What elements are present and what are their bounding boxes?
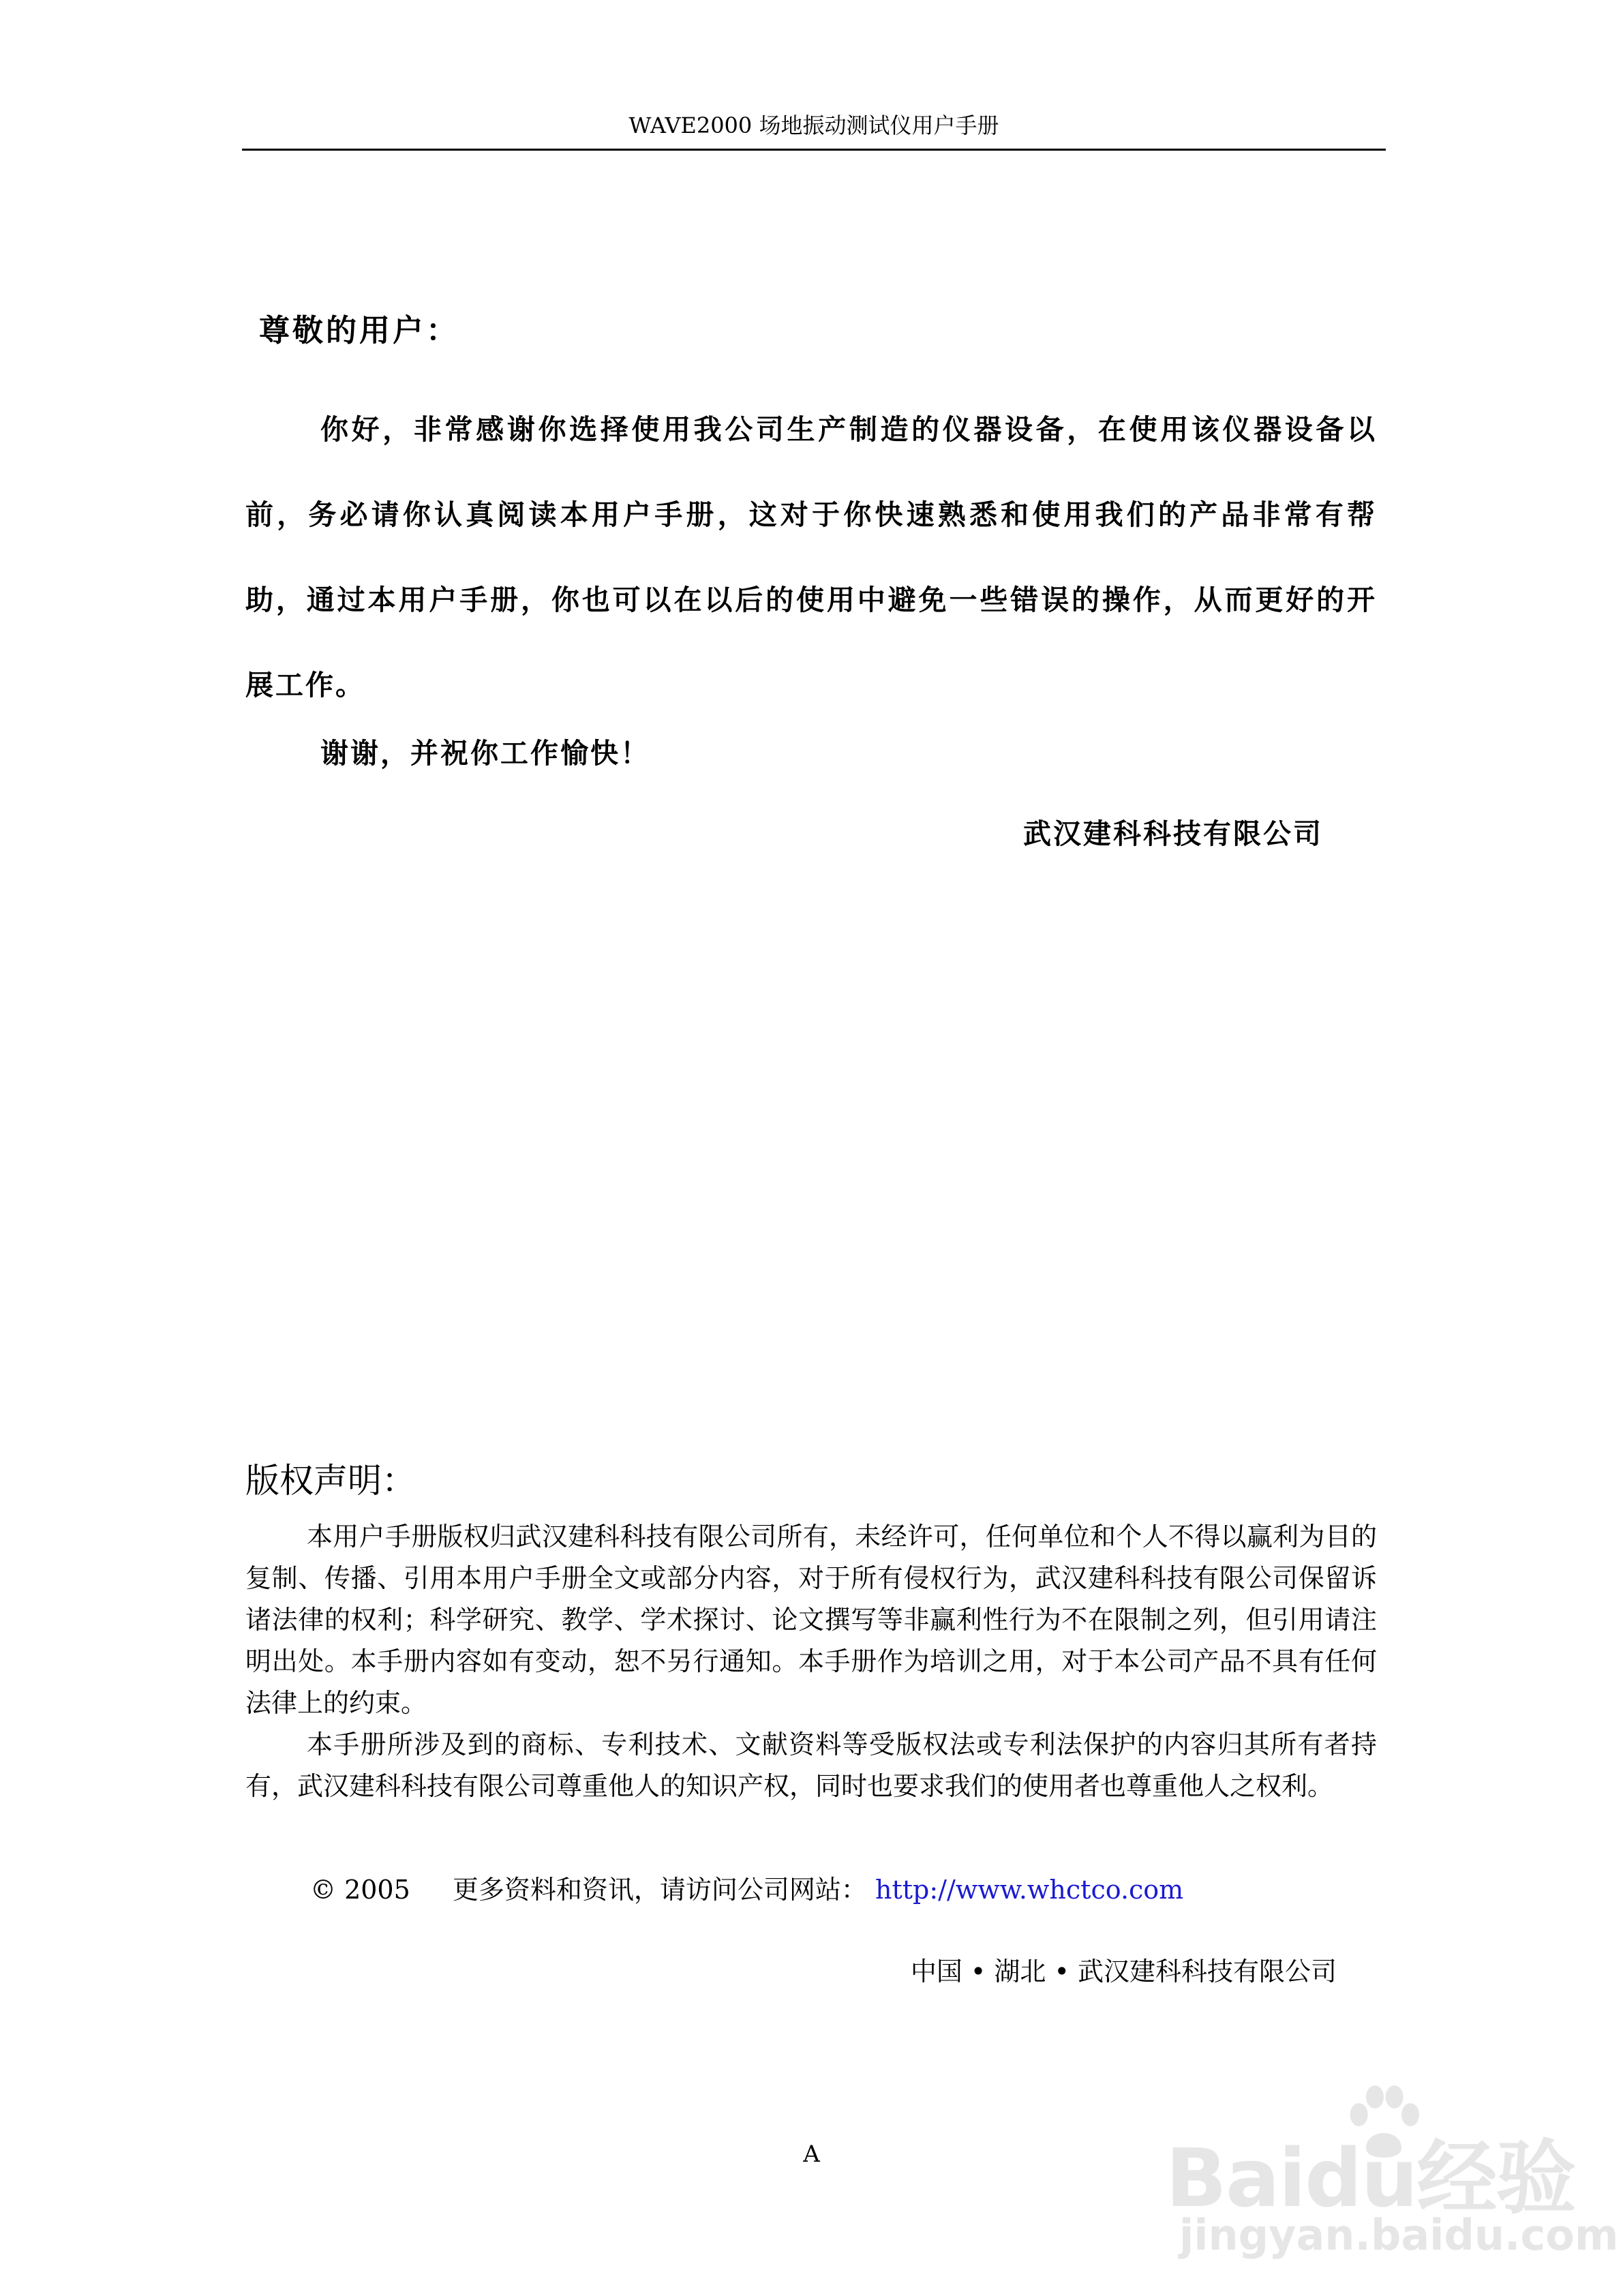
letter-greeting: 尊敬的用户：: [259, 312, 460, 348]
copyright-line: [310, 1869, 1183, 1911]
header-title: WAVE2000 场地振动测试仪用户手册: [628, 112, 999, 138]
page-number: A: [803, 2141, 820, 2168]
watermark-site: jingyan.baidu.com: [1179, 2210, 1619, 2260]
website-link[interactable]: http://www.whctco.com: [875, 1875, 1184, 1905]
copyright-title: 版权声明：: [245, 1461, 416, 1500]
copyright-paragraph-1: 本用户手册版权归武汉建科科技有限公司所有，未经许可，任何单位和个人不得以赢利为目的复制、传播、引用本用户手册全文或部分内容，对于所有侵权行为，武汉建科科技有限公司保留诉诸法律的权利；科学研究、教学、学术探讨、论文撰写等非赢利性行为不在限制之列，但引用请注明出处。本手册内容如有变动，恕不另行通知。本手册作为培训之用，对于本公司产品不具有任何法律上的约束。: [245, 1522, 1377, 1718]
letter-body: 你好，非常感谢你选择使用我公司生产制造的仪器设备，在使用该仪器设备以前，务必请你认真阅读本用户手册，这对于你快速熟悉和使用我们的产品非常有帮助，通过本用户手册，你也可以在以后的使用中避免一些错误的操作，从而更好的开展工作。: [245, 413, 1377, 701]
header-divider: [242, 149, 1386, 151]
company-footer: 中国 • 湖北 • 武汉建科科技有限公司: [910, 1957, 1337, 1987]
letter-thanks: 谢谢，并祝你工作愉快！: [320, 737, 650, 770]
letter-signature: 武汉建科科技有限公司: [1023, 817, 1323, 850]
baidu-watermark: [1166, 2059, 1619, 2263]
copyright-paragraph-2: 本手册所涉及到的商标、专利技术、文献资料等受版权法或专利法保护的内容归其所有者持有，武汉建科科技有限公司尊重他人的知识产权，同时也要求我们的使用者也尊重他人之权利。: [245, 1729, 1377, 1801]
watermark-brand: Baidu经验: [1166, 2131, 1575, 2225]
visit-text: 更多资料和资讯，请访问公司网站：: [452, 1875, 867, 1905]
copyright-body: [245, 1516, 1377, 1807]
copyright-year: © 2005: [310, 1875, 410, 1905]
